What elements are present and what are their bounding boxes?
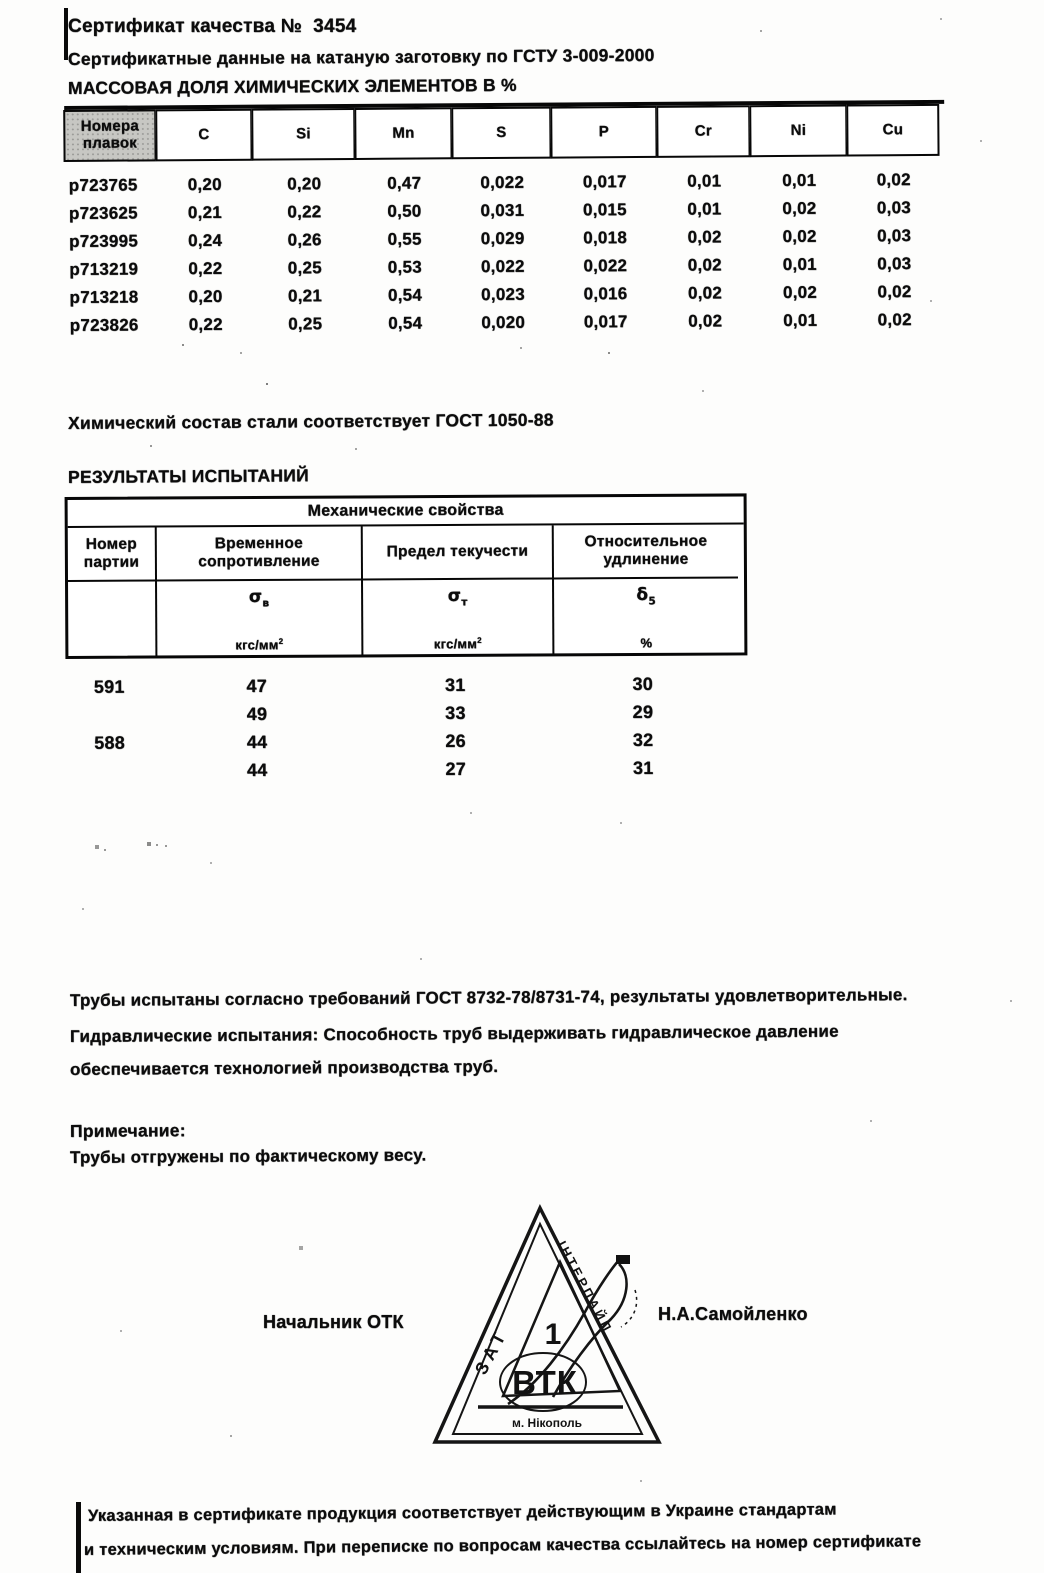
- value: 0,01: [687, 199, 722, 219]
- heat-number: p713219: [69, 259, 139, 279]
- chem-table-body: [65, 166, 946, 340]
- value: 0,02: [877, 310, 912, 330]
- mech-result-row: [65, 669, 735, 701]
- value: 27: [445, 758, 467, 779]
- mech-column-headers: [68, 524, 744, 582]
- value: 0,03: [876, 198, 912, 218]
- scan-mark-footer: [76, 1502, 81, 1573]
- value: 0,21: [187, 202, 223, 223]
- mech-symbol-row: [68, 578, 744, 656]
- value: 0,26: [287, 230, 322, 250]
- value: 0,01: [782, 170, 817, 190]
- note-title: Примечание:: [69, 1120, 186, 1141]
- hydraulic-note-line1: Гидравлические испытания: Способность труб выдерживать гидравлическое давление: [69, 1021, 839, 1046]
- chem-section-title: МАССОВАЯ ДОЛЯ ХИМИЧЕСКИХ ЭЛЕМЕНТОВ В %: [67, 74, 517, 98]
- value: 33: [445, 702, 466, 723]
- mech-header-tensile: Временное сопротивление: [157, 526, 363, 581]
- qc-stamp: [423, 1198, 671, 1450]
- value: 0,01: [687, 171, 722, 191]
- heat-number: p723826: [69, 315, 139, 335]
- chem-header-heats: Номера плавок: [63, 109, 156, 162]
- value: 0,53: [387, 257, 422, 277]
- results-title: РЕЗУЛЬТАТЫ ИСПЫТАНИЙ: [67, 465, 309, 487]
- value: 0,01: [782, 254, 817, 274]
- value: 30: [632, 673, 654, 694]
- value: 0,47: [387, 173, 422, 193]
- batch-number: 591: [93, 676, 125, 697]
- chem-header-ni: Ni: [749, 105, 847, 158]
- compliance-note: Химический состав стали соответствует ГОСТ 1050-88: [67, 409, 554, 433]
- chem-row: [66, 306, 946, 340]
- value: 32: [632, 729, 654, 750]
- stamp-zat-text: ЗАТ: [470, 1324, 512, 1378]
- scan-noise: [0, 0, 2, 2]
- value: 0,020: [481, 312, 526, 333]
- value: 0,031: [480, 200, 525, 221]
- value: 44: [246, 759, 268, 780]
- mech-result-row: [65, 753, 735, 785]
- stamp-number: 1: [544, 1318, 562, 1351]
- value: 47: [246, 675, 268, 696]
- value: 0,03: [876, 226, 912, 246]
- value: 0,018: [583, 228, 628, 248]
- doc-title: Сертификат качества № 3454: [68, 16, 357, 37]
- mech-symbol-tensile: $\sigma_в$ кгс/$мм^2$: [157, 580, 363, 655]
- batch-number: [65, 701, 154, 729]
- value: 0,023: [481, 284, 525, 305]
- chem-header-s: S: [451, 107, 551, 160]
- signature-arc: [621, 1290, 637, 1327]
- value: 0,50: [387, 201, 422, 221]
- value: 0,25: [287, 258, 322, 278]
- signer-name: Н.А.Самойленко: [658, 1304, 808, 1324]
- mech-header-batch: Номер партии: [68, 528, 157, 582]
- value: 0,20: [188, 286, 223, 307]
- value: 0,022: [480, 256, 525, 277]
- chem-table: [64, 100, 946, 340]
- mech-header-elongation: Относительное удлинение: [554, 524, 738, 579]
- mech-table: [65, 493, 748, 659]
- mech-symbol-elongation: $\delta_5$ %: [636, 584, 656, 650]
- value: 0,02: [877, 282, 912, 302]
- stamp-company-text: ІНТЕРПАЙП: [554, 1238, 616, 1337]
- heat-number: p723625: [68, 203, 138, 223]
- note-body: Трубы отгружены по фактическому весу.: [69, 1145, 427, 1167]
- value: 0,02: [782, 198, 817, 218]
- chem-header-p: P: [550, 106, 657, 159]
- mech-symbol-empty: [68, 582, 157, 656]
- value: 0,25: [288, 314, 323, 334]
- value: 31: [632, 757, 654, 778]
- value: 0,02: [687, 255, 722, 275]
- value: 0,54: [388, 313, 423, 333]
- batch-number: [65, 757, 154, 785]
- chem-header-cu: Cu: [846, 104, 939, 157]
- heat-number: p723995: [69, 231, 139, 251]
- signature-end-mark: [616, 1255, 630, 1264]
- value: 0,22: [188, 314, 223, 335]
- hydraulic-note-line2: обеспечивается технологией производства труб.: [69, 1057, 499, 1079]
- heat-number: p713218: [69, 287, 139, 307]
- value: 0,02: [688, 311, 723, 331]
- stamp-city-text: м. Нікополь: [511, 1416, 583, 1430]
- chem-header-si: Si: [251, 108, 355, 161]
- value: 29: [632, 701, 654, 722]
- mech-span-header: Механические свойства: [68, 496, 744, 528]
- value: 31: [444, 674, 466, 695]
- value: 49: [246, 703, 268, 724]
- chem-header-cr: Cr: [656, 105, 750, 158]
- stamp-vtk-text: ВТК: [512, 1364, 578, 1401]
- value: 0,54: [387, 285, 423, 305]
- chem-header-mn: Mn: [354, 107, 452, 160]
- value: 0,022: [480, 172, 525, 193]
- value: 0,21: [287, 286, 323, 306]
- value: 0,02: [782, 282, 818, 302]
- value: 0,22: [287, 202, 322, 222]
- mech-result-row: [65, 697, 735, 729]
- value: 0,03: [877, 254, 912, 274]
- value: 0,20: [287, 174, 322, 194]
- value: 0,017: [583, 312, 628, 332]
- mech-header-yield: Предел текучести: [363, 525, 554, 580]
- value: 0,022: [583, 256, 628, 276]
- qc-chief-label: Начальник ОТК: [263, 1312, 404, 1332]
- value: 0,55: [387, 229, 422, 249]
- value: 26: [445, 730, 466, 751]
- value: 44: [246, 731, 268, 752]
- value: 0,016: [583, 284, 628, 304]
- mech-symbol-yield: $\sigma_т$ кгс/$мм^2$: [363, 579, 554, 654]
- value: 0,02: [687, 227, 722, 247]
- footer-line2: и техническим условиям. При переписке по вопросам качества ссылайтесь на номер сертификате: [83, 1532, 922, 1559]
- value: 0,029: [480, 228, 525, 249]
- value: 0,24: [188, 230, 223, 251]
- mech-result-row: [65, 725, 735, 757]
- chem-header-c: C: [155, 109, 252, 162]
- batch-number: 588: [94, 732, 126, 753]
- value: 0,02: [782, 226, 817, 246]
- value: 0,22: [188, 258, 223, 279]
- chem-table-header: [64, 100, 944, 162]
- value: 0,01: [783, 310, 818, 330]
- mech-results: [65, 669, 736, 785]
- value: 0,02: [687, 283, 723, 303]
- doc-subtitle: Сертификатные данные на катаную заготовку по ГСТУ 3-009-2000: [67, 44, 655, 69]
- value: 0,015: [582, 200, 627, 220]
- tested-note: Трубы испытаны согласно требований ГОСТ 8732-78/8731-74, результаты удовлетворительные.: [69, 985, 908, 1010]
- value: 0,02: [876, 170, 911, 190]
- value: 0,20: [187, 174, 222, 195]
- heat-number: p723765: [68, 175, 138, 195]
- footer-line1: Указанная в сертификате продукция соответствует действующим в Украине стандартам: [87, 1500, 837, 1525]
- value: 0,017: [582, 172, 627, 192]
